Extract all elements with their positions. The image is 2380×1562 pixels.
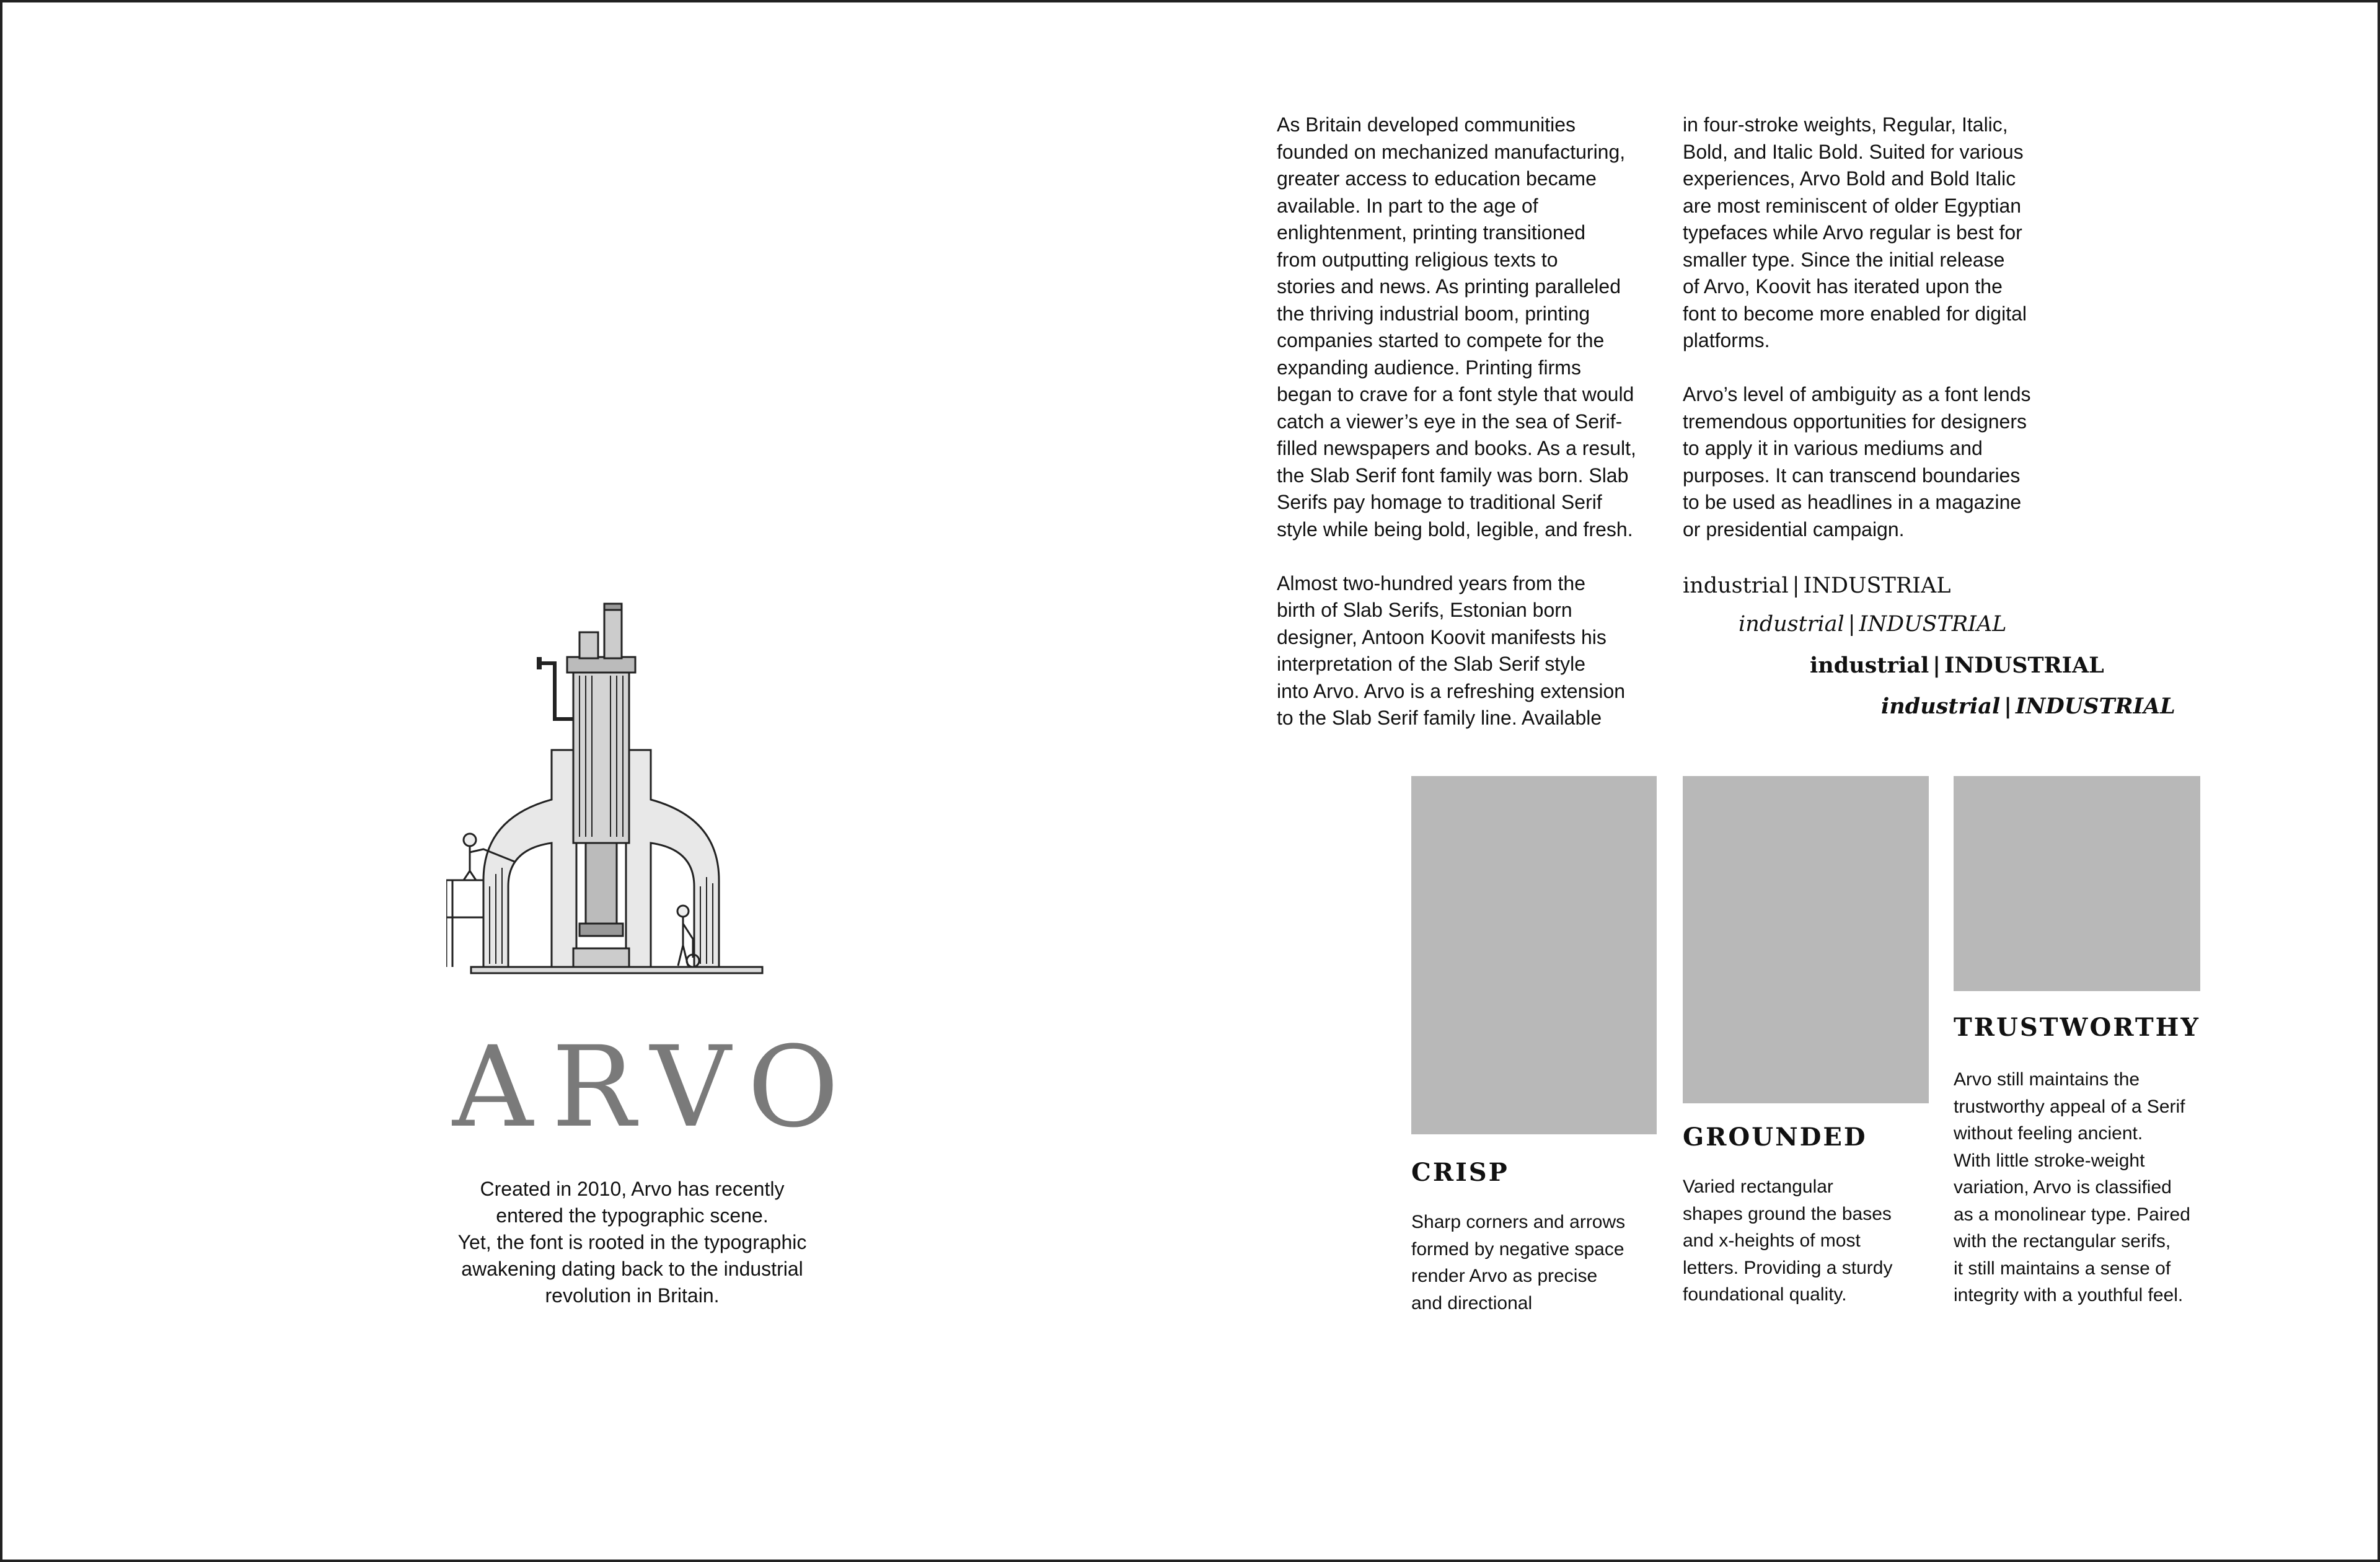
- steam-hammer-illustration: [446, 595, 781, 992]
- body-column-left: [1277, 112, 1667, 759]
- grounded-description: Varied rectangular shapes ground the bases and x-heights of most letters. Providing a sturdy foundational quality.: [1683, 1176, 1893, 1305]
- intro-line: entered the typographic scene.: [496, 1204, 769, 1227]
- specimen-regular: industrial | INDUSTRIAL: [1683, 573, 1951, 598]
- weights-paragraph: in four-stroke weights, Regular, Italic, Bold, and Italic Bold. Suited for various experiences, Arvo Bold and Bold Italic are most reminiscent of older Egyptian typefaces while Arvo regular is best for smaller type. Since the initial release of Arvo, Koovit has iterated upon the font to become more enabled for digital platforms.: [1683, 113, 2027, 351]
- specimen-bold-italic: industrial | INDUSTRIAL: [1881, 694, 2175, 719]
- designer-paragraph: Almost two-hundred years from the birth of Slab Serifs, Estonian born designer, Antoon Koovit manifests his interpretation of the Slab Serif style into Arvo. Arvo is a refreshing extension to the Slab Serif family line. Available: [1277, 571, 1626, 729]
- crisp-image-placeholder: [1411, 776, 1657, 1134]
- history-paragraph: As Britain developed communities founded on mechanized manufacturing, greater access to education became available. In part to the age of enlightenment, printing transitioned from outputting religious texts to stories and news. As printing paralleled the thriving industrial boom, printing companies started to compete for the expanding audience. Printing firms began to crave for a font style that would catch a viewer’s eye in the sea of Serif- filled newspapers and books. As a result, the Slab Serif font family was born. Slab Serifs pay homage to traditional Serif style while being bold, legible, and fresh.: [1277, 113, 1636, 541]
- trustworthy-image-placeholder: [1954, 776, 2200, 991]
- intro-paragraph: [415, 1176, 849, 1309]
- trustworthy-description: Arvo still maintains the trustworthy appeal of a Serif without feeling ancient. With little stroke-weight variation, Arvo is classified as a monolinear type. Paired with the rectangular serifs, it still maintains a sense of integrity with a youthful feel.: [1954, 1069, 2190, 1305]
- specimen-bold: industrial | INDUSTRIAL: [1810, 653, 2104, 678]
- intro-line: Yet, the font is rooted in the typographic: [457, 1231, 807, 1253]
- grounded-heading: GROUNDED: [1683, 1123, 1867, 1152]
- intro-line: Created in 2010, Arvo has recently: [480, 1178, 785, 1200]
- page-title: ARVO: [452, 1023, 858, 1152]
- trustworthy-heading: TRUSTWORTHY: [1954, 1013, 2200, 1042]
- specimen-italic: industrial | INDUSTRIAL: [1739, 612, 2007, 637]
- intro-line: revolution in Britain.: [545, 1284, 720, 1307]
- intro-line: awakening dating back to the industrial: [461, 1258, 803, 1280]
- crisp-heading: CRISP: [1411, 1158, 1509, 1187]
- grounded-image-placeholder: [1683, 776, 1929, 1103]
- crisp-description: Sharp corners and arrows formed by negative space render Arvo as precise and directional: [1411, 1212, 1626, 1313]
- body-column-right: [1683, 112, 2079, 570]
- ambiguity-paragraph: Arvo’s level of ambiguity as a font lends tremendous opportunities for designers to apply it in various mediums and purposes. It can transcend boundaries to be used as headlines in a magazine or presidential campaign.: [1683, 383, 2031, 541]
